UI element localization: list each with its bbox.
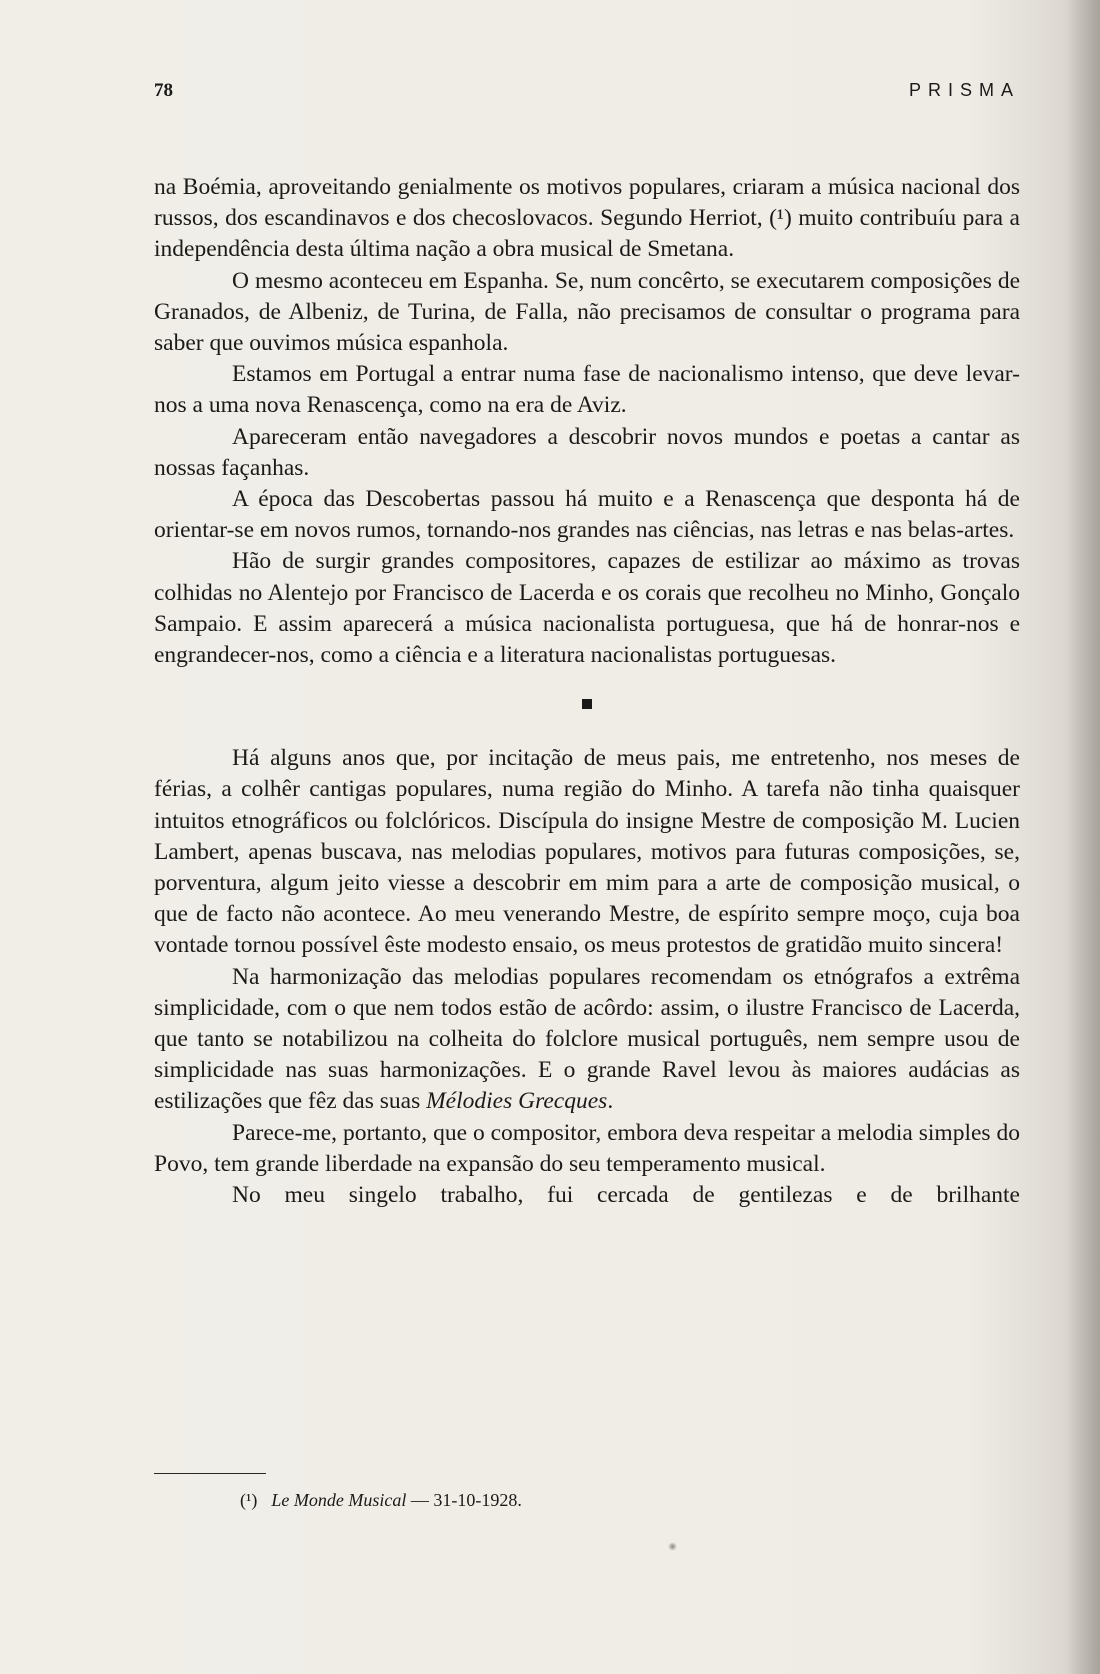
paragraph-8-end: . — [607, 1088, 614, 1115]
paragraph-9: Parece-me, portanto, que o compositor, embora deva respeitar a melodia simples do Povo, tem grande liberdade na expansão do seu temperamento musical. — [154, 1119, 1020, 1177]
footnote-source: Le Monde Musical — [271, 1490, 407, 1510]
page-header — [154, 80, 1020, 110]
paragraph-10: No meu singelo trabalho, fui cercada de gentilezas e de brilhante — [232, 1182, 1020, 1209]
footnote — [240, 1490, 522, 1511]
print-speck — [668, 1542, 677, 1551]
paragraph-5: A época das Descobertas passou há muito e a Renascença que desponta há de orientar-se em novos rumos, tornando-nos grandes nas ciências, nas letras e nas belas-artes. — [154, 486, 1020, 544]
paragraph-1: na Boémia, aproveitando genialmente os motivos populares, criaram a música nacional dos russos, dos escandinavos e dos checoslovacos. Segundo Herriot, (¹) muito contribuíu para a independência desta última nação a obra musical de Smetana. — [154, 174, 1020, 263]
body-text — [154, 172, 1020, 1211]
footnote-rule — [154, 1473, 266, 1474]
footnote-marker: (¹) — [240, 1490, 258, 1510]
paragraph-3: Estamos em Portugal a entrar numa fase de nacionalismo intenso, que deve levar-nos a uma nova Renascença, como na era de Aviz. — [154, 361, 1020, 419]
page-edge-shadow — [1066, 0, 1100, 1674]
paragraph-2: O mesmo aconteceu em Espanha. Se, num concêrto, se executarem composições de Granados, de Albeniz, de Turina, de Falla, não precisamos de consultar o programa para saber que ouvimos música espanhola. — [154, 267, 1020, 357]
paragraph-4: Apareceram então navegadores a descobrir novos mundos e poetas a cantar as nossas façanhas. — [154, 423, 1020, 481]
section-separator-square — [582, 699, 592, 709]
paragraph-8 — [154, 962, 1020, 1118]
paragraph-6: Hão de surgir grandes compositores, capazes de estilizar ao máximo as trovas colhidas no Alentejo por Francisco de Lacerda e os corais que recolheu no Minho, Gonçalo Sampaio. E assim aparecerá a música nacionalista portuguesa, que há de honrar-nos e engrandecer-nos, como a ciência e a literatura nacionalistas portuguesas. — [154, 548, 1020, 669]
page-number: 78 — [154, 80, 173, 101]
paragraph-7: Há alguns anos que, por incitação de meus pais, me entretenho, nos meses de férias, a colhêr cantigas populares, numa região do Minho. A tarefa não tinha quaisquer intuitos etnográficos ou folclóricos. Discípula do insigne Mestre de composição M. Lucien Lambert, apenas buscava, nas melodias populares, motivos para futuras composições, se, porventura, algum jeito viesse a descobrir em mim para a arte de composição musical, o que de facto não acontece. Ao meu venerando Mestre, de espírito sempre moço, cuja boa vontade tornou possível êste modesto ensaio, os meus protestos de gratidão muito sincera! — [154, 745, 1020, 959]
footnote-date: — 31-10-1928. — [406, 1490, 522, 1510]
work-title-italic: Mélodies Grecques — [426, 1088, 608, 1115]
paragraph-8-text: Na harmonização das melodias populares recomendam os etnógrafos a extrêma simplicidade, com o que nem todos estão de acôrdo: assim, o ilustre Francisco de Lacerda, que tanto se notabilizou na colheita do folclore musical português, nem sempre usou de simplicidade nas suas harmonizações. E o grande Ravel levou às maiores audácias as estilizações que fêz das suas — [154, 963, 1020, 1115]
running-title: PRISMA — [908, 80, 1020, 100]
